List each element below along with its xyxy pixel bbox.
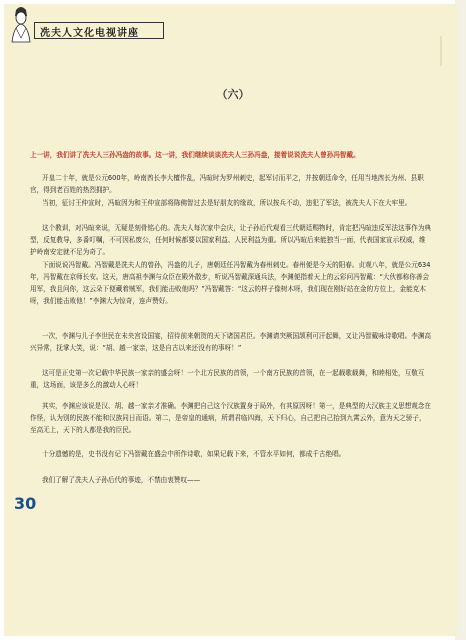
- chapter-number: （六）: [216, 88, 250, 101]
- paragraph-8: 十分遗憾的是，史书没有记下冯智戴在盛会中所作诗歌，如果记载下来，不管水平如何，都成千古绝唱。: [42, 450, 346, 458]
- paragraph-1: 开皇二十年，就是公元600年，岭南酋长李大檀作乱，冯暄时为罗州刺史，起军讨而平之，并按朝廷命令，任用当地酋长为州、县职官，得到老百姓的热烈拥护。: [30, 174, 424, 194]
- paragraph-7: 其实，李渊应该说是汉、胡、越一家亲才准确。李渊把自己这个汉族置身于局外，有其原因呀！第一，是典型的大汉族主义思想观念在作怪，认为别的民族不能和汉族同日而语。第二，是帝皇的通病，所谓君临四海，天下归心，自己把自己抬到九霄云外，意为天之骄子，至高无上，天下的人都是我的臣民。: [30, 402, 432, 434]
- series-title: 冼夫人文化电视讲座: [40, 28, 139, 39]
- page-number: 30: [14, 494, 37, 513]
- paragraph-2: 当初，征讨王仲宣时，冯暄因为和王仲宣部将陈佛智过去是好朋友的缘故，所以按兵不动，违犯了军法，被冼夫人下在大牢里。: [42, 199, 412, 207]
- paragraph-4: 下面说说冯智戴。冯智戴是冼夫人的曾孙，冯盎的儿子，唐朝廷任冯智戴为春州刺史。春州便是今天的阳春。贞观八年，就是公元634年，冯智戴在京师长安。这天，唐高祖李渊与众臣在殿外散步，听说冯智戴深通兵法，李渊便指着天上的云彩问冯智戴：“大伙都称你善会用军，我且问你，这云朵下便藏着贼军，我们能击败他吗？”冯智戴答：“这云的样子像树木呀，我们现在刚好站在金的方位上，金能克木呀，我们能击败他！”李渊大为惊奇，连声赞好。: [30, 261, 431, 305]
- portrait-illustration: [6, 4, 36, 44]
- page-crease: [440, 36, 442, 66]
- paragraph-3: 这个教训，对冯暄来说，无疑是刻骨铭心的。冼夫人每次家中会庆，让子孙后代观看三代朝廷赐物时，肯定把冯暄违反军法这事作为典型，反复教导，多番叮嘱，不可因私废公，任何时候都要以国家利益、人民利益为重。所以冯暄后来能独当一面，代表国家宣示权威，维护岭南安定就不足为奇了。: [30, 224, 432, 256]
- paragraph-6: 这可是正史第一次记载中华民族一家亲的盛会呀！一个北方民族的首领，一个南方民族的首领，在一起载歌载舞，和睦相处，互敬互重，这场面，该是多么的激动人心呀！: [30, 369, 425, 389]
- paragraph-9: 我们了解了冼夫人子孙后代的事迹，不禁由衷赞叹——: [42, 476, 201, 484]
- paragraph-5: 一次，李渊与儿子李世民在未央宫设国宴，招待前来朝贺的天下诸国君臣。李渊请突厥国颉利可汗起舞，又让冯智戴咏诗歌唱。李渊高兴异常，抚掌大笑，说：“胡、越一家亲，这是自古以来还没有的事呀！”: [30, 332, 432, 352]
- chapter-intro: 上一讲，我们讲了冼夫人三孙冯盎的故事。这一讲，我们继续谈谈冼夫人三孙冯盎，接着说说冼夫人曾孙冯智戴。: [30, 151, 360, 159]
